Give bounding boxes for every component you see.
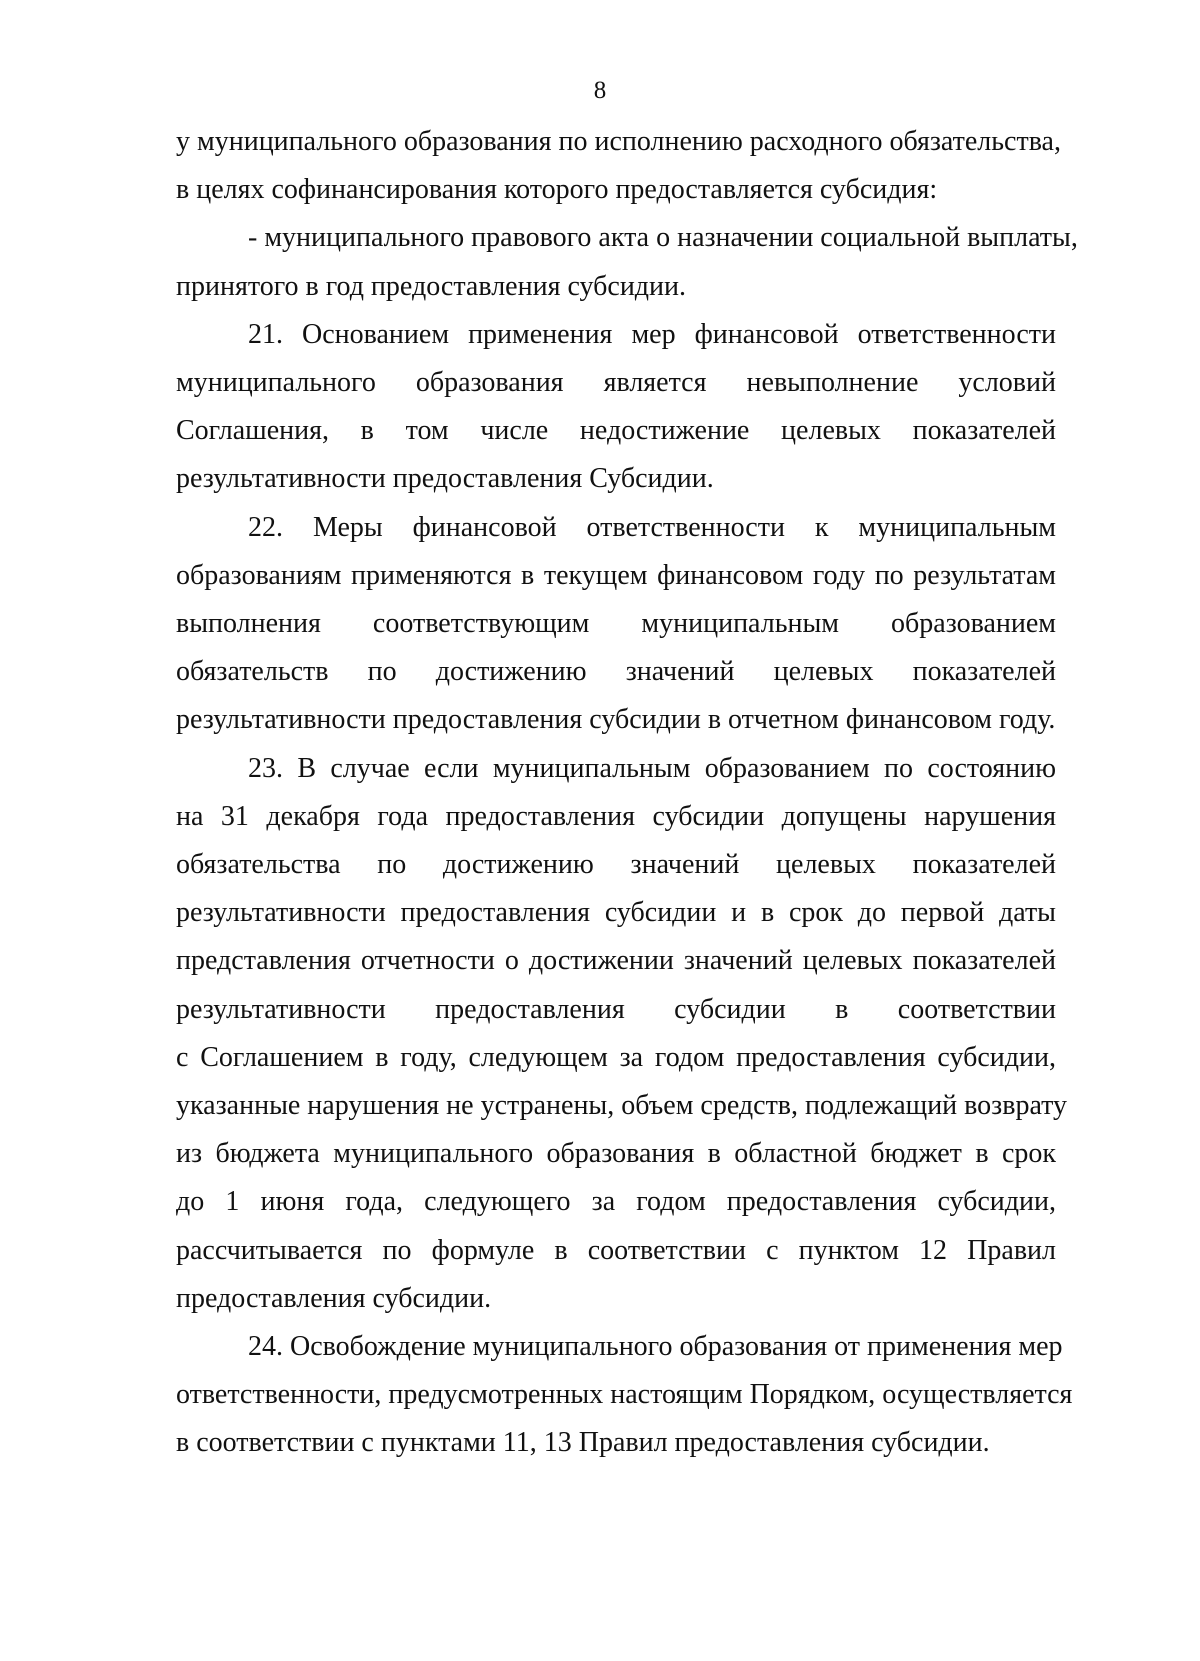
paragraph-p6 (176, 1323, 1073, 1468)
text-line: на 31 декабря года предоставления субсидии допущены нарушения (176, 800, 1056, 832)
text-line: в целях софинансирования которого предоставляется субсидия: (176, 174, 938, 206)
text-line: результативности предоставления субсидии и в срок до первой даты (176, 897, 1056, 929)
text-line: 21. Основанием применения мер финансовой ответственности (248, 318, 1056, 350)
text-line: результативности предоставления Субсидии. (176, 463, 714, 495)
document-body (176, 118, 1078, 1468)
text-line: предоставления субсидии. (176, 1282, 492, 1314)
text-line: 22. Меры финансовой ответственности к муниципальным (248, 511, 1056, 543)
text-line: в соответствии с пунктами 11, 13 Правил предоставления субсидии. (176, 1427, 990, 1459)
text-line: обязательств по достижению значений целевых показателей (176, 656, 1056, 688)
text-line: результативности предоставления субсидии в соответствии (176, 993, 1056, 1025)
text-line: представления отчетности о достижении значений целевых показателей (176, 945, 1056, 977)
paragraph-p4 (176, 504, 1056, 745)
paragraph-p3 (176, 311, 1056, 504)
text-line: 23. В случае если муниципальным образованием по состоянию (248, 752, 1056, 784)
paragraph-p5 (176, 745, 1068, 1323)
text-line: 24. Освобождение муниципального образования от применения мер (248, 1331, 1063, 1363)
paragraph-p1 (176, 118, 1061, 214)
text-line: Соглашения, в том числе недостижение целевых показателей (176, 415, 1056, 447)
text-line: из бюджета муниципального образования в областной бюджет в срок (176, 1138, 1056, 1170)
text-line: - муниципального правового акта о назначении социальной выплаты, (248, 222, 1078, 254)
text-line: муниципального образования является невыполнение условий (176, 367, 1056, 399)
page-number: 8 (593, 77, 607, 104)
paragraph-p2 (176, 214, 1078, 310)
text-line: до 1 июня года, следующего за годом предоставления субсидии, (176, 1186, 1056, 1218)
text-line: у муниципального образования по исполнению расходного обязательства, (176, 126, 1061, 157)
text-line: образованиям применяются в текущем финансовом году по результатам (176, 559, 1056, 591)
text-line: результативности предоставления субсидии в отчетном финансовом году. (176, 704, 1056, 736)
text-line: принятого в год предоставления субсидии. (176, 270, 687, 302)
text-line: с Соглашением в году, следующем за годом предоставления субсидии, (176, 1041, 1056, 1073)
text-line: обязательства по достижению значений целевых показателей (176, 849, 1056, 881)
text-line: ответственности, предусмотренных настоящим Порядком, осуществляется (176, 1379, 1073, 1411)
text-line: указанные нарушения не устранены, объем средств, подлежащий возврату (176, 1090, 1068, 1122)
text-line: рассчитывается по формуле в соответствии с пунктом 12 Правил (176, 1234, 1056, 1266)
text-line: выполнения соответствующим муниципальным образованием (176, 608, 1056, 640)
